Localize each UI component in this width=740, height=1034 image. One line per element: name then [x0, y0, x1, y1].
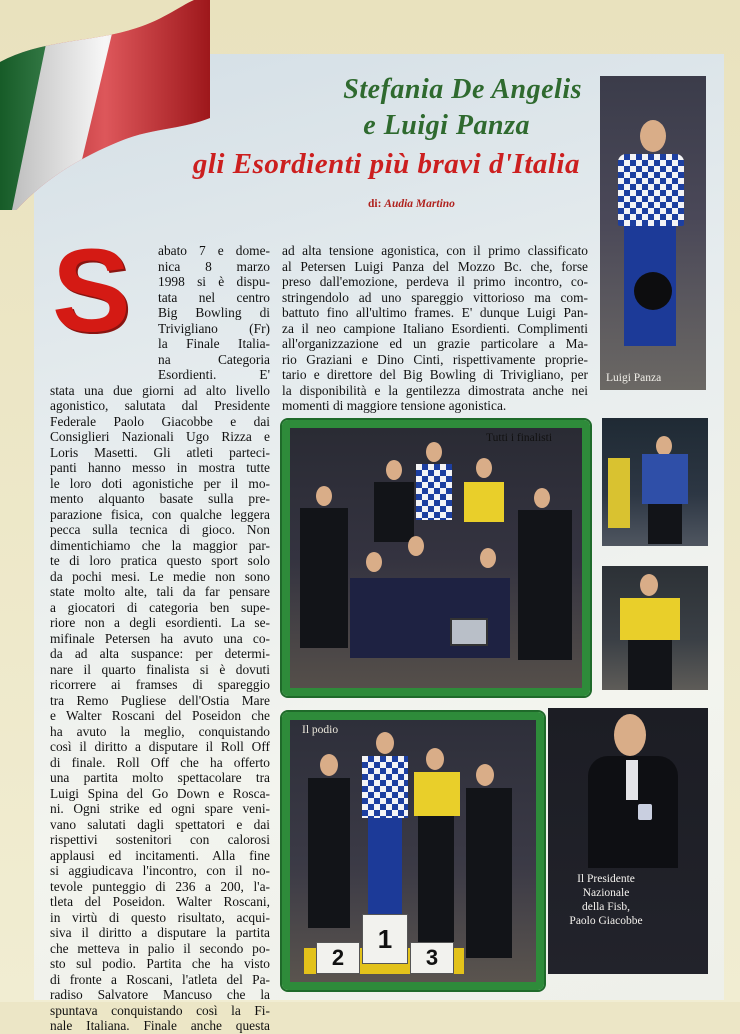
- article-line: e Walter Roscani del Poseidon che: [50, 708, 270, 723]
- article-line: mento alquanto basate sulla pre-: [50, 491, 270, 506]
- article-line: preso dall'emozione, perdeva il primo incontro, co-: [282, 274, 588, 289]
- article-line: tario e direttore del Big Bowling di Trivigliano, per: [282, 367, 588, 382]
- article-line: Trivigliano (Fr): [158, 320, 270, 336]
- article-line: dimentichiamo che la maggior par-: [50, 537, 270, 553]
- article-line: al Petersen Luigi Panza del Mozzo Bc. che, forse: [282, 258, 588, 274]
- byline-prefix: di:: [368, 198, 382, 210]
- caption-president-line: Nazionale: [582, 887, 630, 899]
- article-line: vano salutati dagli spettatori e dai: [50, 816, 270, 832]
- podium-step-2: [316, 942, 360, 974]
- article-line: tevole punteggio di 236 a 200, l'a-: [50, 878, 270, 894]
- article-line: nica 8 marzo: [158, 258, 270, 274]
- article-line: spuntava conquistando così la Fi-: [50, 1002, 270, 1018]
- article-line: radiso Salvatore Mancuso che la: [50, 987, 270, 1002]
- caption-president: [558, 872, 654, 928]
- article-line: te di loro pratica questo sport solo: [50, 553, 270, 568]
- article-line: si aggiudicava l'incontro, con il no-: [50, 863, 270, 878]
- caption-president-line: Il Presidente: [577, 873, 635, 885]
- article-line: la disponibilità e la gentilezza dimostrata anche nei: [282, 382, 588, 398]
- article-subtitle: gli Esordienti più bravi d'Italia: [192, 148, 580, 180]
- article-line: Federale Paolo Giacobbe e dai: [50, 413, 270, 429]
- article-line: nale Italiana. Finale anche questa: [50, 1018, 270, 1033]
- article-line: agonistico, salutata dal Presidente: [50, 398, 270, 413]
- article-line: Loris Masetti. Gli atleti parteci-: [50, 444, 270, 460]
- article-line: a giocatori di categoria ben supe-: [50, 599, 270, 615]
- article-line: da ad alta suspance: per determi-: [50, 646, 270, 661]
- article-line: state molto alte, tali da far pensare: [50, 584, 270, 599]
- article-line: così il diritto a disputare il Roll Off: [50, 739, 270, 754]
- article-line: 1998 si è dispu-: [158, 274, 270, 289]
- drop-cap: S: [52, 225, 131, 357]
- podium-number-3: 3: [425, 945, 439, 970]
- caption-luigi-panza: Luigi Panza: [606, 372, 662, 384]
- article-line: Consiglieri Nazionali Ugo Rizza e: [50, 429, 270, 444]
- article-line: ni. Ogni strike ed ogni spare veni-: [50, 801, 270, 816]
- caption-president-line: Paolo Giacobbe: [569, 915, 643, 927]
- article-line: mifinale Petersen ha avuto una co-: [50, 630, 270, 646]
- byline: [368, 198, 455, 210]
- article-line: riore non a degli esordienti. La se-: [50, 615, 270, 630]
- article-title-line1: Stefania De Angelis: [343, 74, 582, 105]
- article-line: rispettivi sostenitori con calorosi: [50, 832, 270, 847]
- article-line: tata nel centro: [158, 289, 270, 305]
- article-title-line2: e Luigi Panza: [363, 110, 530, 141]
- article-line: Luigi Spina del Go Down e Rosca-: [50, 785, 270, 801]
- podium-step-1: [362, 914, 408, 964]
- article-line: stringendolo ad uno spareggio vittorioso ma com-: [282, 289, 588, 305]
- article-line: sto sul podio. Partita che ha visto: [50, 956, 270, 971]
- article-line: ricorrere ai framses di spareggio: [50, 677, 270, 692]
- article-line: Esordienti. E': [158, 367, 270, 382]
- byline-author: Audia Martino: [384, 198, 455, 210]
- article-line: in virtù di questo risultato, acqui-: [50, 909, 270, 925]
- article-line: di fronte a Roscani, l'atleta del Pa-: [50, 971, 270, 987]
- article-line: tleta del Poseidon. Walter Roscani,: [50, 894, 270, 909]
- caption-all-finalists: Tutti i finalisti: [486, 432, 553, 444]
- article-line: pecca sulla tecnica di gioco. Non: [50, 522, 270, 537]
- article-column-1: [50, 243, 270, 1034]
- article-line: tra Remo Pugliese dell'Ostia Mare: [50, 692, 270, 708]
- article-line: una partita molto spettacolare tra: [50, 770, 270, 785]
- article-line: Big Bowling di: [158, 305, 270, 320]
- photo-all-finalists: [282, 420, 590, 696]
- article-line: le loro doti agonistiche per il mo-: [50, 475, 270, 491]
- photo-bowler-blue: [602, 418, 708, 546]
- article-line: da pochi mesi. Le medie non sono: [50, 568, 270, 584]
- article-line: panti hanno messo in mostra tutte: [50, 460, 270, 475]
- article-line: nare il quarto finalista si è dovuti: [50, 661, 270, 677]
- podium-number-1: 1: [377, 924, 393, 954]
- article-line: ha avuto la meglio, conquistando: [50, 723, 270, 739]
- article-line: all'organizzazione ed un grazie particolare a Ma-: [282, 336, 588, 351]
- photo-luigi-panza: [600, 76, 706, 390]
- article-line: siva il diritto a disputare la partita: [50, 925, 270, 940]
- article-line: la Finale Italia-: [158, 336, 270, 351]
- podium-number-2: 2: [331, 945, 345, 970]
- photo-president: [548, 708, 708, 974]
- article-line: abato 7 e dome-: [158, 243, 270, 258]
- article-line: parazione fisica, con qualche leggera: [50, 506, 270, 522]
- photo-podium: [282, 712, 544, 990]
- article-line: applausi ed incitamenti. Alla fine: [50, 847, 270, 863]
- article-line: di finale. Roll Off che ha offerto: [50, 754, 270, 770]
- article-line: momenti di maggiore tensione agonistica.: [282, 398, 507, 413]
- article-line: na Categoria: [158, 351, 270, 367]
- article-line: battuto fino all'ultimo frames. E' dunque Luigi Pan-: [282, 305, 588, 320]
- podium-step-3: [410, 942, 454, 974]
- article-column-2: [282, 243, 588, 414]
- article-line: stata una due giorni ad alto livello: [50, 382, 270, 398]
- article-line: rio Graziani e Dino Cinti, rispettivamente proprie-: [282, 351, 588, 367]
- caption-president-line: della Fisb,: [582, 901, 630, 913]
- photo-bowler-yellow: [602, 566, 708, 690]
- caption-podium: Il podio: [302, 724, 339, 736]
- article-line: ad alta tensione agonistica, con il primo classificato: [282, 243, 588, 258]
- article-line: za il neo campione Italiano Esordienti. Complimenti: [282, 320, 588, 336]
- article-line: che metteva in palio il secondo po-: [50, 940, 270, 956]
